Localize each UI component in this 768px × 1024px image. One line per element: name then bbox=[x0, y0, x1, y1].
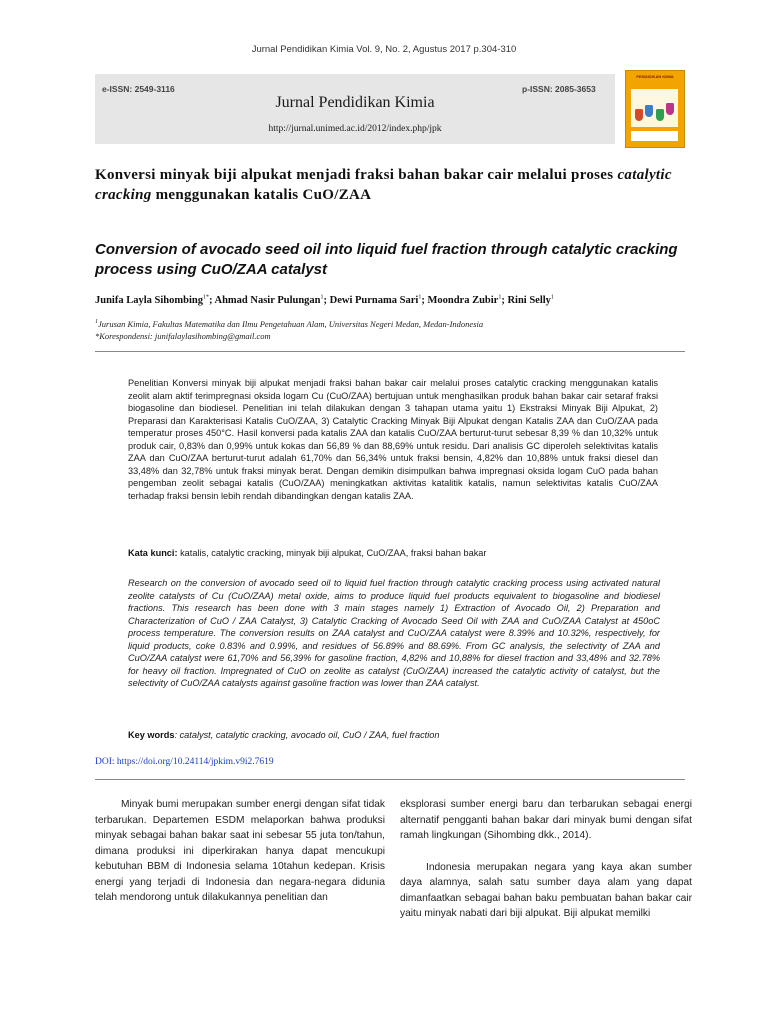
cover-illustration bbox=[631, 89, 678, 127]
affiliation: $^1$Jurusan Kimia, Fakultas Matematika dan Ilmu Pengetahuan Alam, Universitas Negeri Medan, Medan-Indonesia bbox=[95, 318, 484, 329]
cover-title: PENDIDIKAN KIMIA bbox=[636, 74, 674, 79]
keywords-indonesian: Kata kunci: katalis, catalytic cracking, minyak biji alpukat, CuO/ZAA, fraksi bahan bakar bbox=[128, 548, 487, 558]
correspondence: *Korespondensi: junifalaylasihombing@gmail.com bbox=[95, 330, 271, 341]
journal-url[interactable]: http://jurnal.unimed.ac.id/2012/index.php/jpk bbox=[268, 124, 442, 134]
author: Dewi Purnama Sari$^1$; bbox=[329, 294, 428, 306]
author: Moondra Zubir$^1$; bbox=[427, 294, 508, 306]
abstract-english: Research on the conversion of avocado seed oil to liquid fuel fraction through catalytic cracking process using activated natural zeolite catalysts of Cu (CuO/ZAA) metal oxide, aims to produce liquid fuel products equivalent to biogasoline and biodiesel fractions. This research has been done with 3 main stages namely 1) Extraction of Avocado Oil, 2) Preparation and Characterization of CuO / ZAA Catalyst, 3) Catalytic Cracking of Avocado Seed Oil with ZAA and CuO/ZAA Catalyst at 450oC process temperature. The conversion results on ZAA catalyst and CuO/ZAA catalyst were 8.39% and 10.32%, respectively, for liquid products, coke 0.83% and 0.99%, and residues of 56.89% and 88.69%. From GC analysis, the selectivity of ZAA and CuO/ZAA catalyst were 61,70% and 56,39% for gasoline fraction, 4,82% and 10,88% for diesel fraction and 33,48% and 32.78% for heavy oil fraction. Impregnated of CuO on zeolite as catalyst (CuO/ZAA) increased the catalytic activity of catalyst, but the selectivity of CuO/ZAA catalysts against gasoline fraction was lower than ZAA catalyst. bbox=[128, 578, 660, 688]
cover-footer-bar bbox=[631, 131, 678, 141]
section-divider bbox=[95, 351, 685, 352]
abstract-indonesian: Penelitian Konversi minyak biji alpukat menjadi fraksi bahan bakar cair melalui proses catalytic cracking menggunakan katalis zeolit alam aktif terimpregnasi oksida logam Cu (CuO/ZAA) bertujuan untuk menghasilkan produk bahan bakar cair setaraf fraksi biogasoline dan biodiesel. Penelitian ini telah dilakukan dengan 3 tahapan utama yaitu 1) Ekstraksi Minyak Biji Alpukat, 2) Preparasi dan Karakterisasi Katalis CuO/ZAA, 3) Catalytic Cracking Minyak Biji Alpukat dengan Katalis ZAA dan CuO/ZAA pada temperatur proses 450°C. Hasil konversi pada katalis ZAA dan katalis CuO/ZAA berturut-turut sebesar 8,39 % dan 10,32% untuk produk cair, 0,83% dan 0,99% untuk kokas dan 56,89 % dan 88,69% untuk residu. Dari analisis GC diperoleh selektivitas katalis ZAA dan CuO/ZAA berturut-turut adalah 61,70% dan 56,34% untuk fraksi bensin, 4,82% dan 10,88% untuk fraksi diesel dan 33,48% dan 32,78% untuk fraksi minyak berat. Dengan demikin disimpulkan bahwa impregnasi oksida logam CuO pada bahan pengemban zeolit sebagai katalis (CuO/ZAA) meningkatkan aktivitas katalitik katalis, namun selektivitas katalis CuO/ZAA terhadap fraksi bensin lebih rendah dibandingkan dengan katalis ZAA. bbox=[128, 378, 658, 501]
author: Rini Selly$^1$ bbox=[507, 294, 554, 306]
body-column-right bbox=[400, 797, 692, 922]
p-issn: p-ISSN: 2085-3653 bbox=[522, 84, 596, 94]
doi-link[interactable]: DOI: https://doi.org/10.24114/jpkim.v9i2.7619 bbox=[95, 757, 274, 767]
journal-cover-image bbox=[625, 70, 685, 148]
keywords-english: Key words: catalyst, catalytic cracking, avocado oil, CuO / ZAA, fuel fraction bbox=[128, 730, 440, 740]
affiliation-block bbox=[95, 316, 715, 342]
body-column-left bbox=[95, 797, 385, 906]
flask-icon bbox=[645, 105, 653, 117]
e-issn: e-ISSN: 2549-3116 bbox=[102, 84, 175, 94]
section-divider bbox=[95, 779, 685, 780]
author-list bbox=[95, 294, 715, 306]
flask-icon bbox=[666, 103, 674, 115]
body-paragraph: Indonesia merupakan negara yang kaya akan sumber daya alamnya, salah satu sumber daya alam yang dapat dimanfaatkan sebagai bahan baku pembuatan bahan bakar cair yaitu minyak nabati dari biji alpukat. Biji alpukat memilki bbox=[400, 861, 692, 919]
body-paragraph: Minyak bumi merupakan sumber energi dengan sifat tidak terbarukan. Departemen ESDM melaporkan bahwa produksi minyak sebagai bahan bakar saat ini sebesar 55 juta ton/tahun, dimana produksi ini diperkirakan hanya dapat mencukupi kebutuhan BBM di Indonesia selama 10tahun kedepan. Krisis energi yang terjadi di Indonesia dan negara-negara didunia telah mendorong untuk dilakukannya penelitian dan bbox=[95, 799, 385, 903]
author: Ahmad Nasir Pulungan$^1$; bbox=[214, 294, 330, 306]
flask-icon bbox=[635, 109, 643, 121]
journal-citation: Jurnal Pendidikan Kimia Vol. 9, No. 2, Agustus 2017 p.304-310 bbox=[251, 44, 517, 55]
article-title-indonesian: Konversi minyak biji alpukat menjadi fraksi bahan bakar cair melalui proses catalytic cracking menggunakan katalis CuO/ZAA bbox=[95, 167, 672, 203]
body-paragraph: eksplorasi sumber energi baru dan terbarukan sebagai energi alternatif pengganti bahan bakar dari minyak bumi dengan sifat ramah lingkungan (Sihombing dkk., 2014). bbox=[400, 799, 692, 841]
author: Junifa Layla Sihombing$^{1*}$; bbox=[95, 294, 215, 306]
article-title-english: Conversion of avocado seed oil into liquid fuel fraction through catalytic cracking process using CuO/ZAA catalyst bbox=[95, 241, 678, 278]
journal-title: Jurnal Pendidikan Kimia bbox=[275, 94, 435, 111]
flask-icon bbox=[656, 109, 664, 121]
